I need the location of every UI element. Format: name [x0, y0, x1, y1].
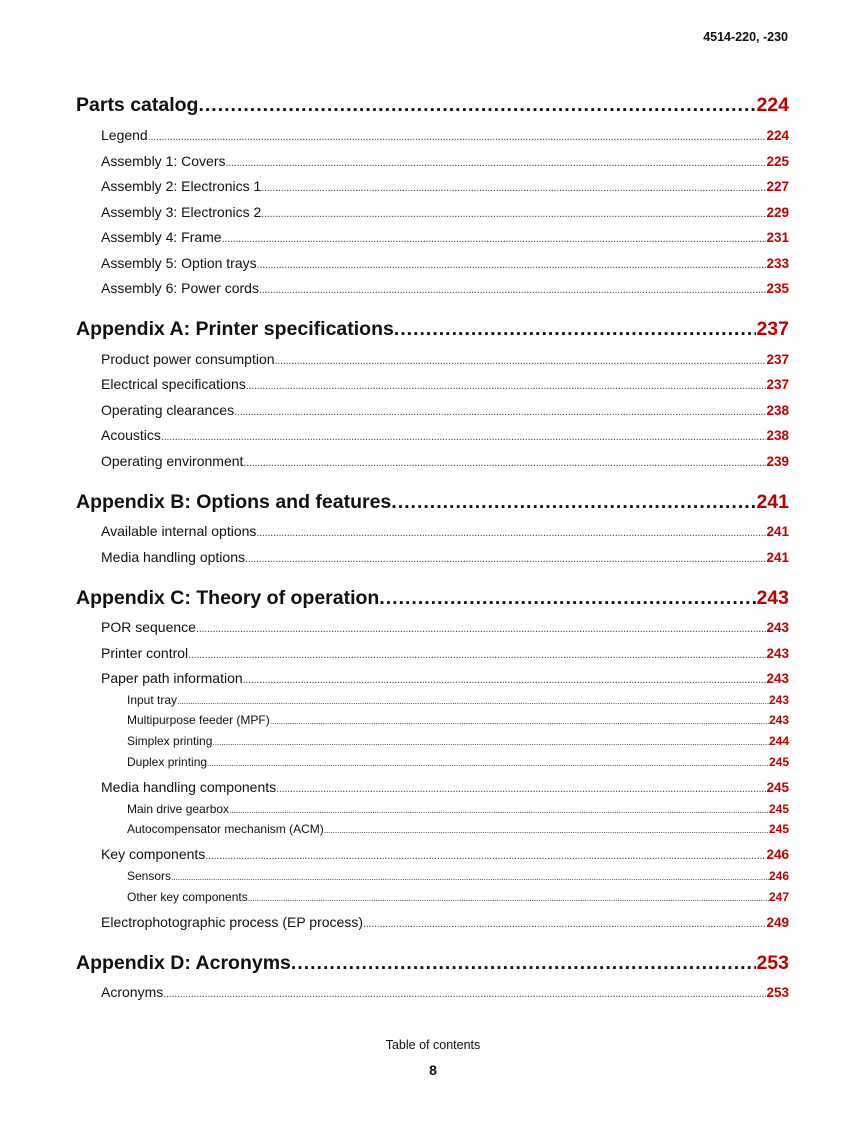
- toc-title: Operating clearances: [101, 402, 235, 418]
- toc-entry[interactable]: [101, 523, 789, 539]
- toc-title: Electrophotographic process (EP process): [101, 914, 363, 930]
- toc-leader: [196, 623, 767, 635]
- toc-entry[interactable]: [101, 846, 789, 862]
- toc-leader: [163, 988, 766, 1000]
- toc-leader: [391, 491, 756, 514]
- toc-leader: [276, 783, 766, 795]
- toc-title: Parts catalog: [76, 94, 199, 116]
- toc-page: 253: [756, 952, 789, 974]
- toc-leader: [188, 649, 766, 661]
- toc-page: 245: [768, 755, 789, 769]
- toc-entry[interactable]: [101, 280, 789, 296]
- toc-page: 235: [766, 281, 789, 296]
- toc-page: 229: [766, 205, 789, 220]
- toc-leader: [229, 805, 769, 815]
- toc-page: 224: [766, 128, 789, 143]
- toc-leader: [171, 872, 769, 882]
- toc-title: Media handling options: [101, 549, 245, 565]
- toc-page: 238: [766, 428, 789, 443]
- toc-title: Autocompensator mechanism (ACM): [127, 822, 324, 836]
- toc-page: 245: [768, 822, 789, 836]
- toc-title: Sensors: [127, 869, 172, 883]
- toc-title: Product power consumption: [101, 351, 275, 367]
- toc-page: 237: [766, 377, 789, 392]
- toc-page: 246: [768, 869, 789, 883]
- toc-leader: [246, 380, 767, 392]
- toc-entry[interactable]: [101, 229, 789, 245]
- toc-title: Electrical specifications: [101, 376, 246, 392]
- toc-leader: [205, 850, 766, 862]
- toc-title: Other key components: [127, 890, 248, 904]
- toc-leader: [275, 355, 767, 367]
- toc-title: Printer control: [101, 645, 189, 661]
- toc-title: Duplex printing: [127, 755, 208, 769]
- toc-leader: [261, 182, 766, 194]
- toc-entry[interactable]: [101, 255, 789, 271]
- footer-label: Table of contents: [385, 1038, 481, 1052]
- toc-page: 249: [766, 915, 789, 930]
- toc-leader: [225, 157, 766, 169]
- toc-title: Assembly 4: Frame: [101, 229, 222, 245]
- toc-title: Available internal options: [101, 523, 257, 539]
- toc-leader: [324, 825, 769, 835]
- toc-leader: [379, 587, 756, 610]
- toc-entry[interactable]: [101, 153, 789, 169]
- toc-entry[interactable]: [101, 178, 789, 194]
- toc-entry[interactable]: [101, 427, 789, 443]
- toc-subentry[interactable]: [127, 802, 789, 816]
- toc-title: Key components: [101, 846, 206, 862]
- toc-leader: [177, 696, 769, 706]
- toc-title: Multipurpose feeder (MPF): [127, 713, 270, 727]
- toc-title: Assembly 6: Power cords: [101, 280, 259, 296]
- toc-page: 224: [756, 94, 789, 116]
- toc-page: 237: [766, 352, 789, 367]
- toc-title: Appendix B: Options and features: [76, 491, 392, 513]
- toc-page: 253: [766, 985, 789, 1000]
- toc-page: 243: [766, 671, 789, 686]
- toc-title: Legend: [101, 127, 148, 143]
- toc-leader: [161, 431, 767, 443]
- toc-leader: [256, 527, 766, 539]
- toc-page: 246: [766, 847, 789, 862]
- toc-subentry[interactable]: [127, 869, 789, 883]
- toc-leader: [259, 284, 767, 296]
- document-model-header: 4514-220, -230: [703, 30, 788, 44]
- toc-entry[interactable]: [101, 402, 789, 418]
- toc-leader: [248, 893, 769, 903]
- toc-leader: [207, 758, 769, 768]
- toc-title: Assembly 2: Electronics 1: [101, 178, 262, 194]
- toc-entry[interactable]: [101, 549, 789, 565]
- toc-page: 231: [766, 230, 789, 245]
- toc-title: Main drive gearbox: [127, 802, 230, 816]
- toc-subentry[interactable]: [127, 693, 789, 707]
- toc-leader: [212, 737, 769, 747]
- toc-entry[interactable]: [101, 127, 789, 143]
- toc-title: Appendix D: Acronyms: [76, 952, 291, 974]
- toc-subentry[interactable]: [127, 755, 789, 769]
- toc-page: 243: [766, 620, 789, 635]
- toc-title: Assembly 3: Electronics 2: [101, 204, 262, 220]
- toc-title: POR sequence: [101, 619, 196, 635]
- toc-leader: [363, 918, 766, 930]
- toc-title: Paper path information: [101, 670, 243, 686]
- toc-entry[interactable]: [101, 670, 789, 686]
- toc-entry[interactable]: [101, 645, 789, 661]
- toc-title: Assembly 5: Option trays: [101, 255, 257, 271]
- toc-entry[interactable]: [101, 619, 789, 635]
- footer-page-number: 8: [429, 1062, 437, 1078]
- toc-entry[interactable]: [101, 376, 789, 392]
- toc-page: 245: [766, 780, 789, 795]
- toc-leader: [148, 131, 767, 143]
- toc-subentry[interactable]: [127, 822, 789, 836]
- toc-entry[interactable]: [101, 204, 789, 220]
- toc-page: 241: [756, 491, 789, 513]
- toc-page: 225: [766, 154, 789, 169]
- toc-leader: [257, 259, 767, 271]
- toc-leader: [394, 318, 757, 341]
- toc-page: 243: [766, 646, 789, 661]
- toc-title: Appendix A: Printer specifications: [76, 318, 394, 340]
- toc-page: 243: [768, 713, 789, 727]
- toc-page: 241: [766, 550, 789, 565]
- toc-entry[interactable]: [101, 984, 789, 1000]
- toc-title: Assembly 1: Covers: [101, 153, 226, 169]
- toc-leader: [270, 716, 769, 726]
- toc-title: Acronyms: [101, 984, 164, 1000]
- toc-leader: [198, 94, 756, 117]
- toc-page: 237: [756, 318, 789, 340]
- toc-title: Simplex printing: [127, 734, 213, 748]
- toc-leader: [234, 406, 766, 418]
- toc-page: 243: [756, 587, 789, 609]
- toc-leader: [222, 233, 767, 245]
- toc-entry[interactable]: [101, 779, 789, 795]
- toc-section-appendix-c[interactable]: [76, 587, 789, 610]
- toc-page: 233: [766, 256, 789, 271]
- toc-leader: [245, 553, 766, 565]
- toc-page: 241: [766, 524, 789, 539]
- toc-section-appendix-a[interactable]: [76, 318, 789, 341]
- toc-page: 247: [768, 890, 789, 904]
- toc-leader: [291, 952, 757, 975]
- toc-entry[interactable]: [101, 453, 789, 469]
- toc-subentry[interactable]: [127, 713, 789, 727]
- toc-title: Acoustics: [101, 427, 161, 443]
- toc-title: Input tray: [127, 693, 178, 707]
- toc-page: 244: [768, 734, 789, 748]
- toc-page: 243: [768, 693, 789, 707]
- toc-section-parts-catalog[interactable]: [76, 94, 789, 117]
- toc-page: 227: [766, 179, 789, 194]
- toc-subentry[interactable]: [127, 890, 789, 904]
- toc-page: 239: [766, 454, 789, 469]
- toc-page: 238: [766, 403, 789, 418]
- toc-leader: [243, 457, 766, 469]
- toc-subentry[interactable]: [127, 734, 789, 748]
- toc-title: Media handling components: [101, 779, 277, 795]
- toc-title: Appendix C: Theory of operation: [76, 587, 380, 609]
- toc-title: Operating environment: [101, 453, 244, 469]
- toc-leader: [261, 208, 766, 220]
- toc-page: 245: [768, 802, 789, 816]
- toc-entry[interactable]: [101, 351, 789, 367]
- toc-section-appendix-d[interactable]: [76, 952, 789, 975]
- toc-entry[interactable]: [101, 914, 789, 930]
- toc-section-appendix-b[interactable]: [76, 491, 789, 514]
- toc-leader: [243, 674, 767, 686]
